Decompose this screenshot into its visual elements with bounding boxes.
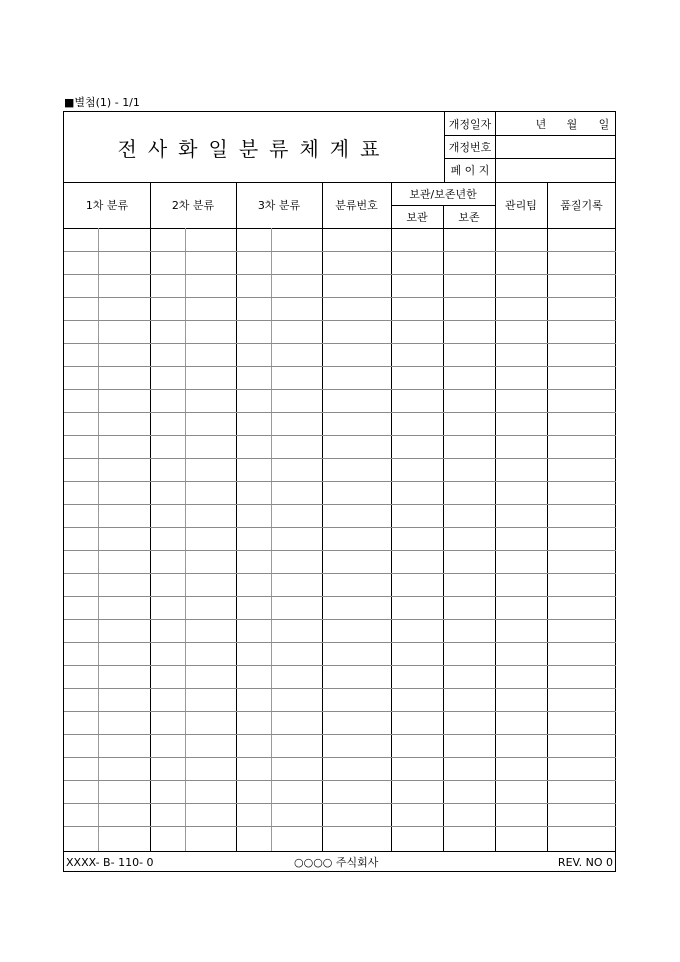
column-quality-record: 품질기록 bbox=[560, 199, 603, 212]
column-first-class: 1차 분류 bbox=[85, 199, 129, 212]
body-row-line bbox=[64, 366, 616, 367]
body-row-line bbox=[64, 481, 616, 482]
revision-number-label: 개정번호 bbox=[448, 140, 492, 154]
column-divider bbox=[322, 182, 323, 851]
body-row-line bbox=[64, 504, 616, 505]
column-divider bbox=[150, 182, 151, 851]
revision-number: REV. NO 0 bbox=[557, 855, 613, 869]
body-row-line bbox=[64, 665, 616, 666]
body-row-line bbox=[64, 826, 616, 827]
year-label: 년 bbox=[535, 117, 547, 131]
column-preserve: 보존 bbox=[458, 210, 480, 224]
page-field[interactable] bbox=[496, 159, 616, 182]
body-row-line bbox=[64, 803, 616, 804]
column-keep: 보관 bbox=[406, 210, 428, 224]
column-team: 관리팀 bbox=[505, 199, 537, 212]
revision-number-field[interactable] bbox=[496, 136, 616, 158]
header-bottom-line bbox=[64, 228, 616, 229]
column-class-code: 분류번호 bbox=[335, 199, 378, 212]
body-row-line bbox=[64, 734, 616, 735]
column-third-class: 3차 분류 bbox=[257, 199, 301, 212]
body-row-line bbox=[64, 757, 616, 758]
body-row-line bbox=[64, 573, 616, 574]
body-row-line bbox=[64, 688, 616, 689]
page-label: 페 이 지 bbox=[450, 164, 490, 177]
body-row-line bbox=[64, 550, 616, 551]
body-row-line bbox=[64, 642, 616, 643]
column-divider bbox=[391, 182, 392, 851]
attachment-reference: ■별첨(1) - 1/1 bbox=[64, 96, 140, 109]
month-label: 월 bbox=[566, 117, 578, 131]
body-row-line bbox=[64, 435, 616, 436]
form-title: 전사화일분류체계표 bbox=[117, 136, 391, 161]
column-second-class: 2차 분류 bbox=[171, 199, 215, 212]
column-divider bbox=[495, 182, 496, 851]
column-retention-group: 보관/보존년한 bbox=[409, 187, 477, 201]
body-row-line bbox=[64, 711, 616, 712]
body-row-line bbox=[64, 412, 616, 413]
body-row-line bbox=[64, 251, 616, 252]
body-row-line bbox=[64, 780, 616, 781]
body-row-line bbox=[64, 619, 616, 620]
body-row-line bbox=[64, 596, 616, 597]
body-row-line bbox=[64, 297, 616, 298]
column-divider bbox=[547, 182, 548, 851]
body-row-line bbox=[64, 389, 616, 390]
company-name: ○○○○ 주식회사 bbox=[294, 856, 379, 869]
body-row-line bbox=[64, 458, 616, 459]
column-divider bbox=[236, 182, 237, 851]
day-label: 일 bbox=[598, 117, 610, 131]
document-number: XXXX- B- 110- 0 bbox=[66, 855, 154, 869]
classification-form bbox=[63, 111, 616, 872]
revision-date-label: 개정일자 bbox=[448, 117, 492, 131]
column-divider bbox=[443, 205, 444, 851]
body-row-line bbox=[64, 343, 616, 344]
body-row-line bbox=[64, 527, 616, 528]
body-row-line bbox=[64, 320, 616, 321]
body-row-line bbox=[64, 274, 616, 275]
